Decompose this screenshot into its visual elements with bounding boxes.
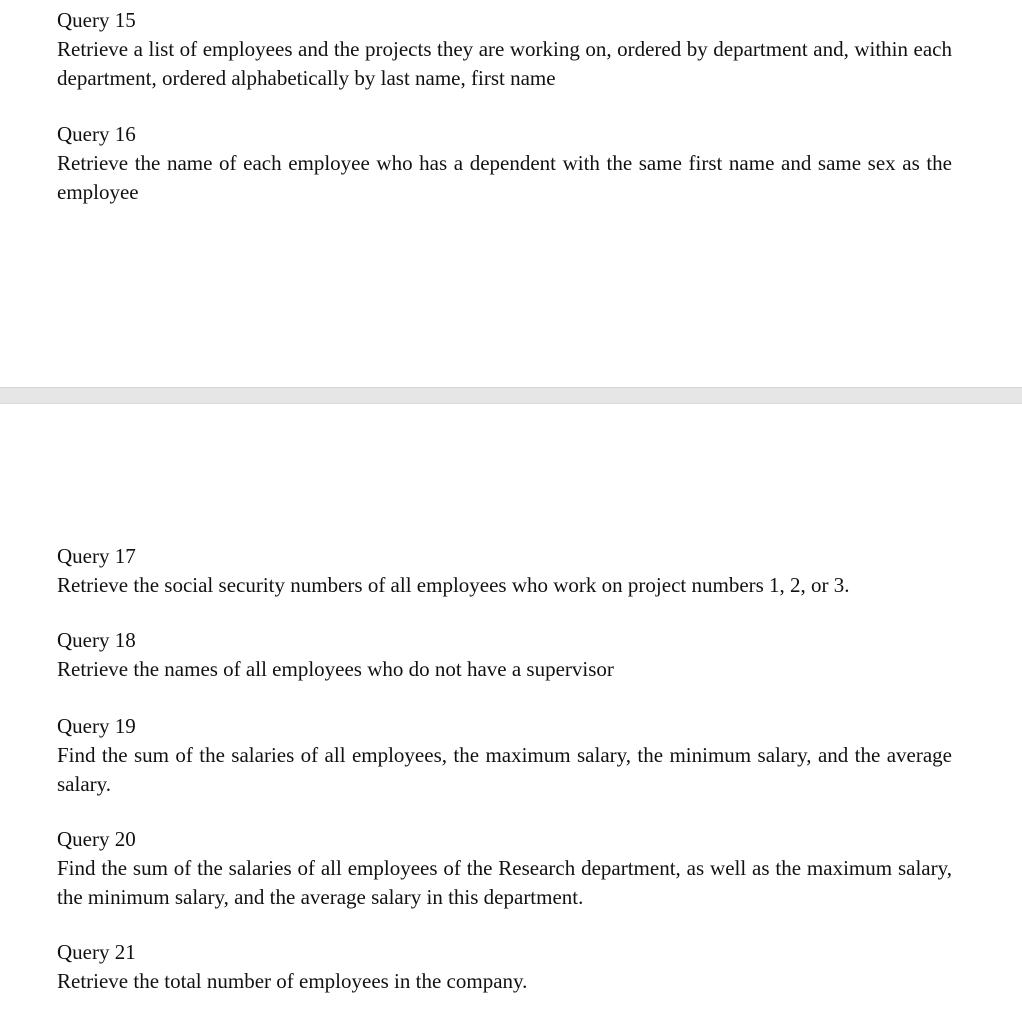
query-block-17 (57, 542, 952, 600)
query-title: Query 17 (57, 544, 136, 568)
query-title: Query 18 (57, 628, 136, 652)
query-block-20 (57, 825, 952, 912)
query-text: Retrieve a list of employees and the projects they are working on, ordered by department and, within each department, ordered alphabetically by last name, first name (57, 37, 952, 90)
query-block-16 (57, 120, 952, 207)
query-text: Find the sum of the salaries of all employees of the Research department, as well as the maximum salary, the minimum salary, and the average salary in this department. (57, 856, 952, 909)
page-separator (0, 387, 1022, 404)
query-text: Retrieve the social security numbers of all employees who work on project numbers 1, 2, or 3. (57, 573, 850, 597)
query-text: Retrieve the names of all employees who do not have a supervisor (57, 657, 614, 681)
query-title: Query 19 (57, 714, 136, 738)
query-title: Query 16 (57, 122, 136, 146)
query-title: Query 15 (57, 8, 136, 32)
query-block-19 (57, 712, 952, 799)
query-title: Query 20 (57, 827, 136, 851)
query-block-18 (57, 626, 952, 684)
document-page-1 (0, 0, 1022, 387)
query-title: Query 21 (57, 940, 136, 964)
query-text: Retrieve the name of each employee who has a dependent with the same first name and same sex as the employee (57, 151, 952, 204)
query-block-21 (57, 938, 952, 996)
query-text: Find the sum of the salaries of all employees, the maximum salary, the minimum salary, and the average salary. (57, 743, 952, 796)
query-text: Retrieve the total number of employees in the company. (57, 969, 528, 993)
query-block-15 (57, 6, 952, 93)
